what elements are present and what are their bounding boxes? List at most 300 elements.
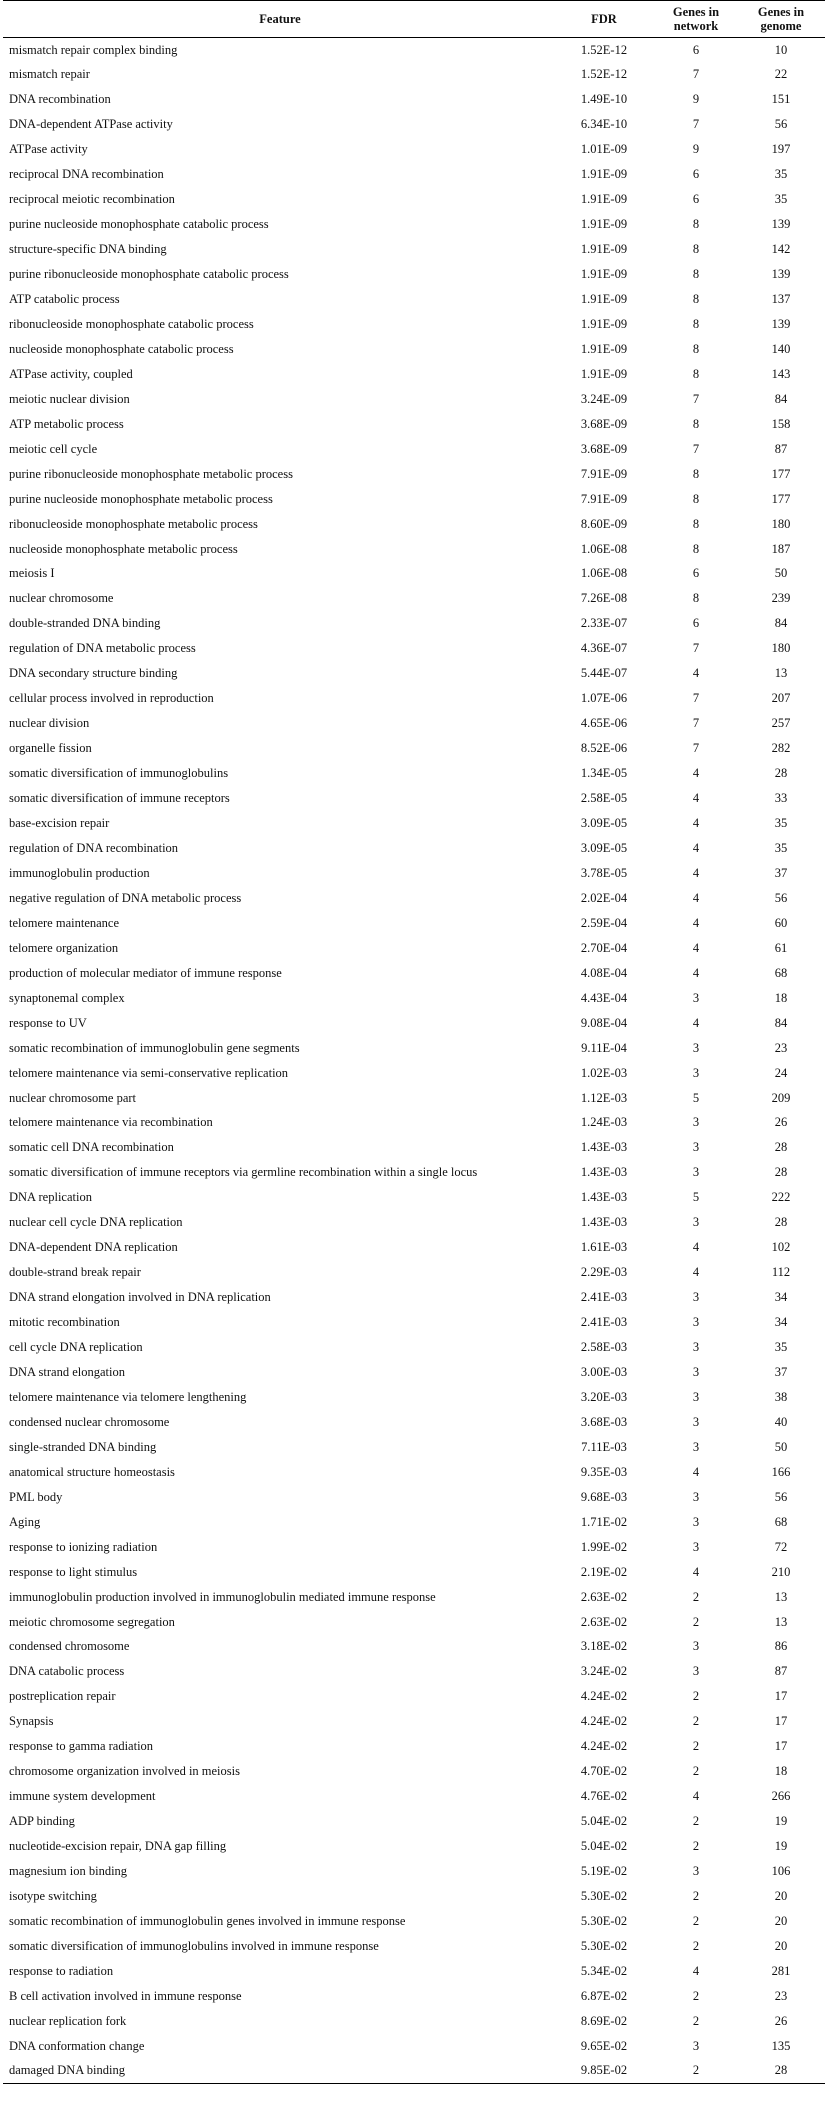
- cell-genes-in-genome: 56: [774, 117, 788, 132]
- cell-genes-in-network: 5: [692, 1190, 700, 1205]
- cell-genes-in-network: 6: [692, 566, 700, 581]
- cell-fdr: 3.78E-05: [580, 865, 628, 880]
- cell-feature: DNA-dependent DNA replication: [9, 1240, 178, 1255]
- cell-feature: Aging: [9, 1514, 41, 1529]
- cell-feature: ribonucleoside monophosphate metabolic process: [9, 516, 258, 531]
- table-row: [3, 586, 825, 611]
- table-row: [3, 1884, 825, 1909]
- cell-genes-in-genome: 177: [771, 466, 791, 481]
- cell-feature: nucleoside monophosphate metabolic process: [9, 541, 238, 556]
- cell-genes-in-network: 9: [692, 92, 700, 107]
- cell-genes-in-network: 3: [692, 1489, 700, 1504]
- cell-genes-in-genome: 180: [771, 641, 791, 656]
- cell-fdr: 7.11E-03: [581, 1439, 627, 1454]
- cell-fdr: 8.52E-06: [580, 741, 628, 756]
- cell-genes-in-genome: 68: [774, 1514, 788, 1529]
- cell-fdr: 1.91E-09: [580, 366, 628, 381]
- table-row: [3, 1435, 825, 1460]
- cell-fdr: 5.30E-02: [580, 1889, 628, 1903]
- cell-feature: DNA strand elongation: [9, 1364, 125, 1379]
- cell-fdr: 5.30E-02: [580, 1938, 628, 1953]
- cell-genes-in-network: 7: [692, 641, 700, 656]
- header-gen-line2: genome: [760, 19, 802, 33]
- cell-genes-in-network: 3: [692, 1364, 700, 1379]
- header-row: [3, 1, 825, 38]
- cell-fdr: 3.09E-05: [580, 816, 628, 831]
- cell-fdr: 2.59E-04: [580, 915, 628, 930]
- cell-feature: somatic recombination of immunoglobulin genes involved in immune response: [9, 1913, 406, 1928]
- cell-genes-in-network: 8: [692, 491, 700, 506]
- cell-genes-in-network: 8: [692, 366, 700, 381]
- cell-fdr: 1.06E-08: [580, 541, 628, 556]
- cell-feature: synaptonemal complex: [9, 990, 125, 1005]
- cell-feature: mismatch repair complex binding: [9, 42, 178, 57]
- table-row: [3, 1135, 825, 1160]
- cell-genes-in-genome: 35: [774, 816, 788, 831]
- cell-fdr: 9.35E-03: [580, 1464, 628, 1479]
- cell-fdr: 1.02E-03: [580, 1065, 628, 1080]
- cell-fdr: 7.26E-08: [580, 591, 628, 606]
- table-row: [3, 986, 825, 1011]
- cell-fdr: 2.70E-04: [580, 940, 628, 955]
- cell-feature: telomere maintenance via semi-conservative replication: [9, 1065, 289, 1080]
- cell-genes-in-genome: 282: [771, 741, 791, 756]
- cell-genes-in-genome: 20: [774, 1938, 788, 1953]
- table-row: [3, 2009, 825, 2034]
- cell-fdr: 9.65E-02: [580, 2038, 628, 2053]
- cell-feature: ATP metabolic process: [9, 416, 124, 431]
- table-row: [3, 1185, 825, 1210]
- cell-genes-in-network: 8: [692, 516, 700, 531]
- cell-genes-in-genome: 209: [771, 1090, 791, 1105]
- cell-genes-in-genome: 72: [774, 1539, 788, 1554]
- cell-genes-in-network: 7: [692, 691, 700, 706]
- cell-genes-in-network: 4: [692, 1240, 700, 1255]
- cell-genes-in-network: 3: [692, 1215, 700, 1230]
- cell-genes-in-network: 4: [692, 1789, 700, 1804]
- cell-genes-in-network: 4: [692, 965, 700, 980]
- cell-genes-in-network: 4: [692, 666, 700, 681]
- cell-fdr: 1.91E-09: [580, 292, 628, 306]
- table-row: [3, 337, 825, 362]
- cell-fdr: 2.02E-04: [580, 890, 628, 905]
- cell-fdr: 8.69E-02: [580, 2013, 628, 2028]
- header-genes-in-genome: [737, 1, 825, 38]
- table-row: [3, 911, 825, 936]
- cell-feature: response to light stimulus: [9, 1564, 138, 1579]
- table-row: [3, 1485, 825, 1510]
- cell-genes-in-network: 7: [692, 391, 700, 406]
- cell-fdr: 1.43E-03: [580, 1190, 628, 1205]
- table-row: [3, 1635, 825, 1660]
- cell-fdr: 5.30E-02: [580, 1913, 628, 1928]
- cell-fdr: 3.00E-03: [580, 1364, 628, 1379]
- cell-genes-in-genome: 166: [771, 1464, 791, 1479]
- table-row: [3, 1360, 825, 1385]
- cell-genes-in-network: 7: [692, 67, 700, 82]
- table-row: [3, 1585, 825, 1610]
- header-feature: Feature: [3, 1, 553, 38]
- cell-feature: DNA conformation change: [9, 2038, 145, 2053]
- cell-genes-in-network: 4: [692, 1265, 700, 1280]
- table-row: [3, 1086, 825, 1111]
- cell-feature: condensed nuclear chromosome: [9, 1414, 170, 1429]
- cell-genes-in-genome: 13: [774, 1614, 788, 1629]
- table-row: [3, 611, 825, 636]
- table-row: [3, 936, 825, 961]
- cell-genes-in-genome: 19: [774, 1814, 788, 1829]
- cell-fdr: 1.71E-02: [580, 1514, 628, 1529]
- table-row: [3, 2059, 825, 2084]
- table-row: [3, 886, 825, 911]
- cell-genes-in-network: 2: [692, 1614, 700, 1629]
- table-row: [3, 1036, 825, 1061]
- table-row: [3, 1834, 825, 1859]
- cell-fdr: 1.43E-03: [580, 1140, 628, 1155]
- table-row: [3, 1011, 825, 1036]
- cell-fdr: 4.08E-04: [580, 965, 628, 980]
- cell-genes-in-network: 4: [692, 840, 700, 855]
- cell-genes-in-genome: 35: [774, 840, 788, 855]
- cell-genes-in-network: 2: [692, 1839, 700, 1854]
- cell-feature: somatic diversification of immune receptors via germline recombination within a single locus: [9, 1165, 478, 1180]
- table-row: [3, 362, 825, 387]
- cell-genes-in-network: 3: [692, 990, 700, 1005]
- cell-fdr: 1.07E-06: [580, 691, 628, 706]
- cell-genes-in-genome: 137: [771, 292, 791, 306]
- cell-fdr: 3.68E-09: [580, 416, 628, 431]
- cell-feature: response to ionizing radiation: [9, 1539, 158, 1554]
- cell-genes-in-genome: 26: [774, 1115, 788, 1130]
- cell-feature: ATP catabolic process: [9, 292, 120, 306]
- cell-genes-in-genome: 56: [774, 890, 788, 905]
- cell-genes-in-genome: 33: [774, 791, 788, 806]
- cell-feature: cell cycle DNA replication: [9, 1340, 143, 1355]
- cell-fdr: 1.52E-12: [580, 67, 628, 82]
- cell-fdr: 4.24E-02: [580, 1714, 628, 1729]
- cell-feature: somatic diversification of immune receptors: [9, 791, 230, 806]
- table-row: [3, 2034, 825, 2059]
- cell-fdr: 4.70E-02: [580, 1764, 628, 1779]
- cell-feature: DNA-dependent ATPase activity: [9, 117, 173, 132]
- cell-fdr: 7.91E-09: [580, 491, 628, 506]
- cell-feature: nucleotide-excision repair, DNA gap filling: [9, 1839, 227, 1854]
- cell-fdr: 1.49E-10: [580, 92, 628, 107]
- cell-genes-in-network: 8: [692, 217, 700, 232]
- table-row: [3, 87, 825, 112]
- cell-fdr: 2.41E-03: [580, 1315, 628, 1330]
- cell-fdr: 4.24E-02: [580, 1739, 628, 1754]
- cell-genes-in-network: 3: [692, 1639, 700, 1654]
- cell-fdr: 2.19E-02: [580, 1564, 628, 1579]
- cell-genes-in-network: 2: [692, 1764, 700, 1779]
- cell-genes-in-genome: 17: [774, 1714, 788, 1729]
- cell-genes-in-network: 8: [692, 242, 700, 257]
- cell-feature: nuclear replication fork: [9, 2013, 127, 2028]
- cell-feature: immunoglobulin production: [9, 865, 150, 880]
- cell-genes-in-genome: 40: [774, 1414, 788, 1429]
- cell-fdr: 7.91E-09: [580, 466, 628, 481]
- cell-genes-in-network: 2: [692, 1913, 700, 1928]
- cell-genes-in-genome: 158: [771, 416, 791, 431]
- cell-feature: regulation of DNA metabolic process: [9, 641, 196, 656]
- cell-genes-in-network: 3: [692, 1165, 700, 1180]
- cell-fdr: 6.87E-02: [580, 1988, 628, 2003]
- cell-genes-in-genome: 34: [774, 1290, 788, 1305]
- table-row: [3, 1659, 825, 1684]
- cell-genes-in-network: 3: [692, 1864, 700, 1879]
- table-row: [3, 1335, 825, 1360]
- cell-genes-in-genome: 50: [774, 1439, 788, 1454]
- cell-fdr: 3.24E-09: [580, 391, 628, 406]
- cell-genes-in-network: 8: [692, 267, 700, 282]
- cell-fdr: 1.34E-05: [580, 766, 628, 781]
- cell-genes-in-genome: 87: [774, 441, 788, 456]
- cell-genes-in-network: 3: [692, 1315, 700, 1330]
- cell-fdr: 1.52E-12: [580, 42, 628, 57]
- cell-feature: ADP binding: [9, 1814, 75, 1829]
- cell-feature: negative regulation of DNA metabolic process: [9, 890, 242, 905]
- table-row: [3, 1784, 825, 1809]
- cell-genes-in-genome: 50: [774, 566, 788, 581]
- cell-fdr: 1.91E-09: [580, 217, 628, 232]
- cell-feature: B cell activation involved in immune response: [9, 1988, 242, 2003]
- table-row: [3, 437, 825, 462]
- cell-genes-in-genome: 135: [771, 2038, 791, 2053]
- table-row: [3, 1260, 825, 1285]
- table-row: [3, 961, 825, 986]
- cell-genes-in-genome: 28: [774, 1215, 788, 1230]
- cell-feature: telomere maintenance via telomere lengthening: [9, 1389, 247, 1404]
- cell-fdr: 2.58E-05: [580, 791, 628, 806]
- cell-genes-in-genome: 266: [771, 1789, 791, 1804]
- table-header: [3, 1, 825, 38]
- cell-genes-in-genome: 143: [771, 366, 791, 381]
- cell-genes-in-network: 3: [692, 1340, 700, 1355]
- table-row: [3, 1285, 825, 1310]
- cell-feature: DNA replication: [9, 1190, 92, 1205]
- table-row: [3, 861, 825, 886]
- cell-fdr: 4.43E-04: [580, 990, 628, 1005]
- header-genes-in-network: [655, 1, 737, 38]
- cell-genes-in-genome: 35: [774, 1340, 788, 1355]
- cell-feature: nucleoside monophosphate catabolic process: [9, 341, 234, 356]
- cell-genes-in-genome: 84: [774, 391, 788, 406]
- cell-feature: purine nucleoside monophosphate metabolic process: [9, 491, 273, 506]
- cell-feature: meiotic cell cycle: [9, 441, 98, 456]
- cell-genes-in-network: 3: [692, 2038, 700, 2053]
- cell-genes-in-network: 8: [692, 416, 700, 431]
- table-row: [3, 412, 825, 437]
- table-row: [3, 1385, 825, 1410]
- cell-genes-in-genome: 102: [771, 1240, 791, 1255]
- cell-feature: nuclear chromosome: [9, 591, 114, 606]
- cell-fdr: 2.33E-07: [580, 616, 628, 631]
- cell-genes-in-genome: 10: [774, 42, 788, 57]
- cell-fdr: 1.91E-09: [580, 167, 628, 182]
- cell-fdr: 4.76E-02: [580, 1789, 628, 1804]
- cell-genes-in-network: 2: [692, 1689, 700, 1704]
- table-row: [3, 786, 825, 811]
- cell-genes-in-genome: 56: [774, 1489, 788, 1504]
- cell-genes-in-genome: 23: [774, 1988, 788, 2003]
- cell-feature: postreplication repair: [9, 1689, 116, 1704]
- cell-genes-in-network: 3: [692, 1389, 700, 1404]
- cell-feature: mitotic recombination: [9, 1315, 120, 1330]
- cell-genes-in-network: 2: [692, 1589, 700, 1604]
- cell-feature: magnesium ion binding: [9, 1864, 128, 1879]
- table-row: [3, 237, 825, 262]
- cell-genes-in-network: 8: [692, 316, 700, 331]
- cell-genes-in-genome: 13: [774, 1589, 788, 1604]
- table-row: [3, 1510, 825, 1535]
- table-row: [3, 636, 825, 661]
- cell-genes-in-network: 2: [692, 1714, 700, 1729]
- cell-genes-in-network: 8: [692, 341, 700, 356]
- cell-feature: organelle fission: [9, 741, 92, 756]
- table-row: [3, 1061, 825, 1086]
- cell-genes-in-genome: 35: [774, 192, 788, 207]
- cell-fdr: 3.68E-09: [580, 441, 628, 456]
- cell-fdr: 1.43E-03: [580, 1165, 628, 1180]
- cell-feature: purine ribonucleoside monophosphate metabolic process: [9, 466, 293, 481]
- cell-genes-in-genome: 28: [737, 2059, 825, 2084]
- cell-genes-in-network: 3: [692, 1539, 700, 1554]
- table-row: [3, 1759, 825, 1784]
- cell-genes-in-network: 4: [692, 791, 700, 806]
- table-row: [3, 162, 825, 187]
- table-row: [3, 1310, 825, 1335]
- cell-genes-in-genome: 18: [774, 1764, 788, 1779]
- cell-genes-in-genome: 177: [771, 491, 791, 506]
- cell-fdr: 5.19E-02: [580, 1864, 628, 1879]
- cell-fdr: 3.09E-05: [580, 840, 628, 855]
- cell-fdr: 5.34E-02: [580, 1963, 628, 1978]
- cell-genes-in-genome: 84: [774, 1015, 788, 1030]
- cell-genes-in-genome: 207: [771, 691, 791, 706]
- cell-genes-in-genome: 68: [774, 965, 788, 980]
- cell-genes-in-genome: 17: [774, 1689, 788, 1704]
- cell-genes-in-genome: 187: [771, 541, 791, 556]
- cell-genes-in-genome: 37: [774, 1364, 788, 1379]
- cell-genes-in-network: 2: [692, 2013, 700, 2028]
- table-row: [3, 1934, 825, 1959]
- cell-genes-in-network: 2: [692, 1814, 700, 1829]
- cell-feature: telomere organization: [9, 940, 119, 955]
- enrichment-table: [3, 0, 825, 2084]
- cell-genes-in-network: 3: [692, 1065, 700, 1080]
- cell-genes-in-genome: 84: [774, 616, 788, 631]
- table-row: [3, 1535, 825, 1560]
- cell-genes-in-genome: 61: [774, 940, 788, 955]
- cell-fdr: 5.04E-02: [580, 1839, 628, 1854]
- table-row: [3, 836, 825, 861]
- table-row: [3, 811, 825, 836]
- cell-feature: damaged DNA binding: [3, 2059, 553, 2084]
- cell-genes-in-network: 7: [692, 716, 700, 731]
- cell-genes-in-genome: 17: [774, 1739, 788, 1754]
- cell-genes-in-network: 4: [692, 890, 700, 905]
- cell-genes-in-network: 8: [692, 466, 700, 481]
- table-row: [3, 38, 825, 63]
- cell-feature: ATPase activity: [9, 142, 88, 157]
- cell-genes-in-network: 3: [692, 1140, 700, 1155]
- cell-feature: response to radiation: [9, 1963, 114, 1978]
- cell-genes-in-genome: 60: [774, 915, 788, 930]
- cell-fdr: 2.29E-03: [580, 1265, 628, 1280]
- cell-fdr: 1.91E-09: [580, 341, 628, 356]
- table-row: [3, 512, 825, 537]
- table-row: [3, 137, 825, 162]
- cell-fdr: 1.43E-03: [580, 1215, 628, 1230]
- cell-genes-in-genome: 19: [774, 1839, 788, 1854]
- cell-genes-in-network: 2: [692, 1988, 700, 2003]
- cell-fdr: 9.08E-04: [580, 1015, 628, 1030]
- cell-genes-in-network: 7: [692, 741, 700, 756]
- cell-feature: response to gamma radiation: [9, 1739, 154, 1754]
- cell-genes-in-network: 3: [692, 1664, 700, 1679]
- cell-fdr: 5.04E-02: [580, 1814, 628, 1829]
- cell-feature: double-strand break repair: [9, 1265, 141, 1280]
- cell-feature: meiotic nuclear division: [9, 391, 130, 406]
- cell-feature: DNA recombination: [9, 92, 111, 107]
- cell-genes-in-genome: 13: [774, 666, 788, 681]
- cell-feature: somatic recombination of immunoglobulin gene segments: [9, 1040, 300, 1055]
- cell-fdr: 4.24E-02: [580, 1689, 628, 1704]
- cell-genes-in-genome: 142: [771, 242, 791, 257]
- table-row: [3, 1610, 825, 1635]
- cell-feature: telomere maintenance via recombination: [9, 1115, 213, 1130]
- cell-fdr: 2.41E-03: [580, 1290, 628, 1305]
- cell-genes-in-genome: 35: [774, 167, 788, 182]
- cell-fdr: 3.24E-02: [580, 1664, 628, 1679]
- header-net-line2: network: [673, 19, 719, 33]
- cell-fdr: 6.34E-10: [580, 117, 628, 132]
- cell-feature: double-stranded DNA binding: [9, 616, 161, 631]
- cell-genes-in-network: 4: [692, 1963, 700, 1978]
- cell-genes-in-genome: 28: [774, 1165, 788, 1180]
- table-row: [3, 112, 825, 137]
- cell-fdr: 1.12E-03: [580, 1090, 628, 1105]
- cell-genes-in-network: 3: [692, 1115, 700, 1130]
- cell-genes-in-genome: 24: [774, 1065, 788, 1080]
- cell-fdr: 1.24E-03: [580, 1115, 628, 1130]
- cell-feature: structure-specific DNA binding: [9, 242, 167, 257]
- table-row: [3, 1684, 825, 1709]
- cell-feature: purine nucleoside monophosphate catabolic process: [9, 217, 269, 232]
- cell-feature: regulation of DNA recombination: [9, 840, 179, 855]
- cell-genes-in-genome: 106: [771, 1864, 791, 1879]
- table-row: [3, 711, 825, 736]
- table-row: [3, 187, 825, 212]
- cell-genes-in-network: 3: [692, 1439, 700, 1454]
- cell-genes-in-network: 8: [692, 292, 700, 306]
- table-row: [3, 1959, 825, 1984]
- cell-feature: response to UV: [9, 1015, 87, 1030]
- table-row: [3, 1160, 825, 1185]
- cell-feature: nuclear chromosome part: [9, 1090, 137, 1105]
- cell-feature: immunoglobulin production involved in immunoglobulin mediated immune response: [9, 1589, 436, 1604]
- table-row: [3, 562, 825, 587]
- cell-genes-in-genome: 222: [771, 1190, 791, 1205]
- cell-fdr: 9.11E-04: [581, 1040, 627, 1055]
- cell-fdr: 2.63E-02: [580, 1614, 628, 1629]
- cell-genes-in-genome: 37: [774, 865, 788, 880]
- table-row: [3, 287, 825, 312]
- cell-genes-in-network: 4: [692, 915, 700, 930]
- cell-feature: somatic cell DNA recombination: [9, 1140, 174, 1155]
- cell-genes-in-network: 4: [692, 1015, 700, 1030]
